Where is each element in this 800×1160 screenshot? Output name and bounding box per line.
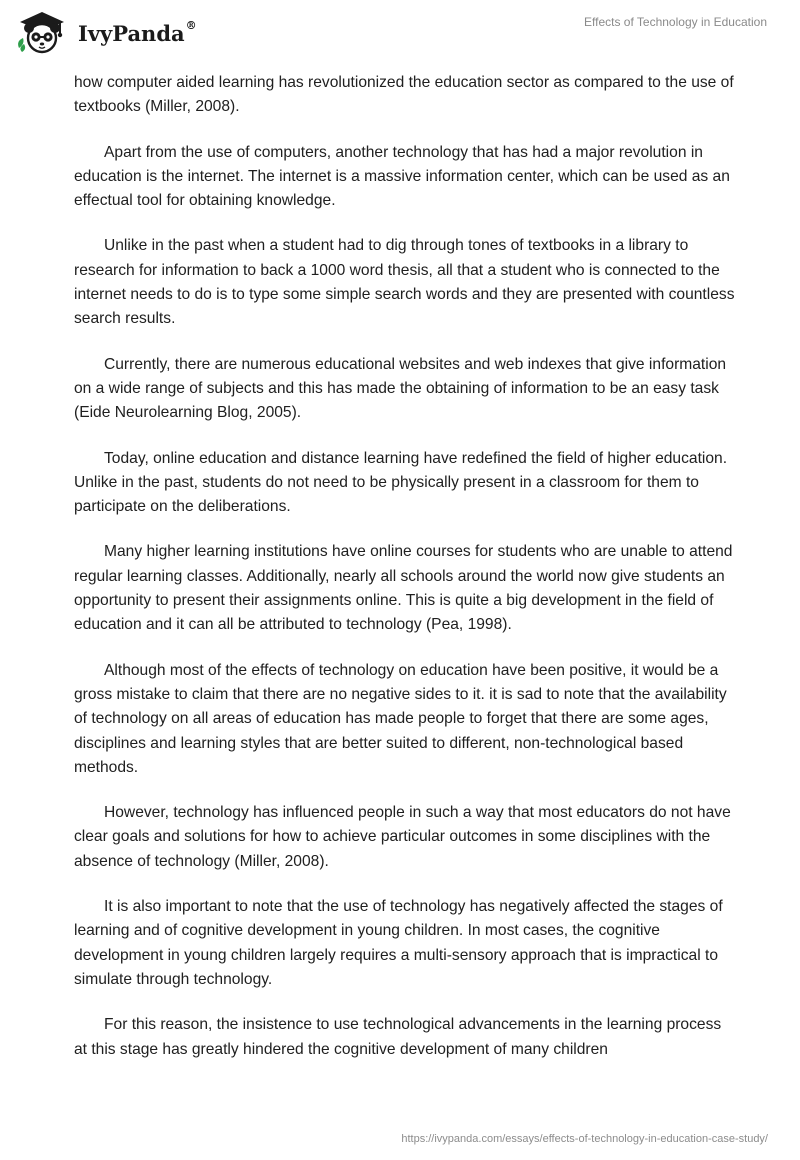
registered-mark: ®: [185, 19, 197, 32]
paragraph: Unlike in the past when a student had to dig through tones of textbooks in a library to research for information to back a 1000 word thesis, all that a student who is connected to the internet needs to do is to type some simple search words and they are presented with countless search results.: [74, 237, 735, 328]
panda-graduation-cap-icon: [14, 8, 70, 56]
paragraph: For this reason, the insistence to use technological advancements in the learning process at this stage has greatly hindered the cognitive development of many children: [74, 1016, 722, 1058]
paragraph: Apart from the use of computers, another technology that has had a major revolution in education is the internet. The internet is a massive information center, which can be used as an effectual tool for obtaining knowledge.: [74, 143, 730, 210]
page-header: [0, 0, 800, 64]
paragraph: However, technology has influenced people in such a way that most educators do not have clear goals and solutions for how to achieve particular outcomes in some disciplines with the absence of technology (Miller, 2008).: [74, 804, 731, 870]
paragraph: how computer aided learning has revolutionized the education sector as compared to the use of textbooks (Miller, 2008).: [74, 74, 734, 116]
document-title: Effects of Technology in Education: [583, 15, 767, 29]
paragraph: Today, online education and distance learning have redefined the field of higher education. Unlike in the past, students do not need to be physically present in a classroom for them to participate on the deliberations.: [74, 449, 728, 516]
paragraph: Although most of the effects of technology on education have been positive, it would be a gross mistake to claim that there are no negative sides to it. it is sad to note that the availability of technology on all areas of education has made people to forget that there are some ages, disciplines and learning styles that are better suited to different, non-technological based methods.: [74, 661, 727, 776]
paragraph: Many higher learning institutions have online courses for students who are unable to attend regular learning classes. Additionally, nearly all schools around the world now give students an opportunity to present their assignments online. This is quite a big development in the field of education and it can all be attributed to technology (Pea, 1998).: [74, 543, 733, 634]
brand-name: IvyPanda®: [78, 19, 197, 46]
paragraph: It is also important to note that the use of technology has negatively affected the stages of learning and of cognitive development in young children. In most cases, the cognitive development in young children largely requires a multi-sensory approach that is impractical to simulate through technology.: [74, 898, 723, 988]
paragraph: Currently, there are numerous educational websites and web indexes that give information on a wide range of subjects and this has made the obtaining of information to be an easy task (Eide Neurolearning Blog, 2005).: [74, 355, 727, 422]
essay-body: [74, 71, 736, 1083]
ivypanda-logo[interactable]: [14, 8, 204, 56]
source-url-link[interactable]: https://ivypanda.com/essays/effects-of-technology-in-education-case-study/: [401, 1133, 768, 1145]
